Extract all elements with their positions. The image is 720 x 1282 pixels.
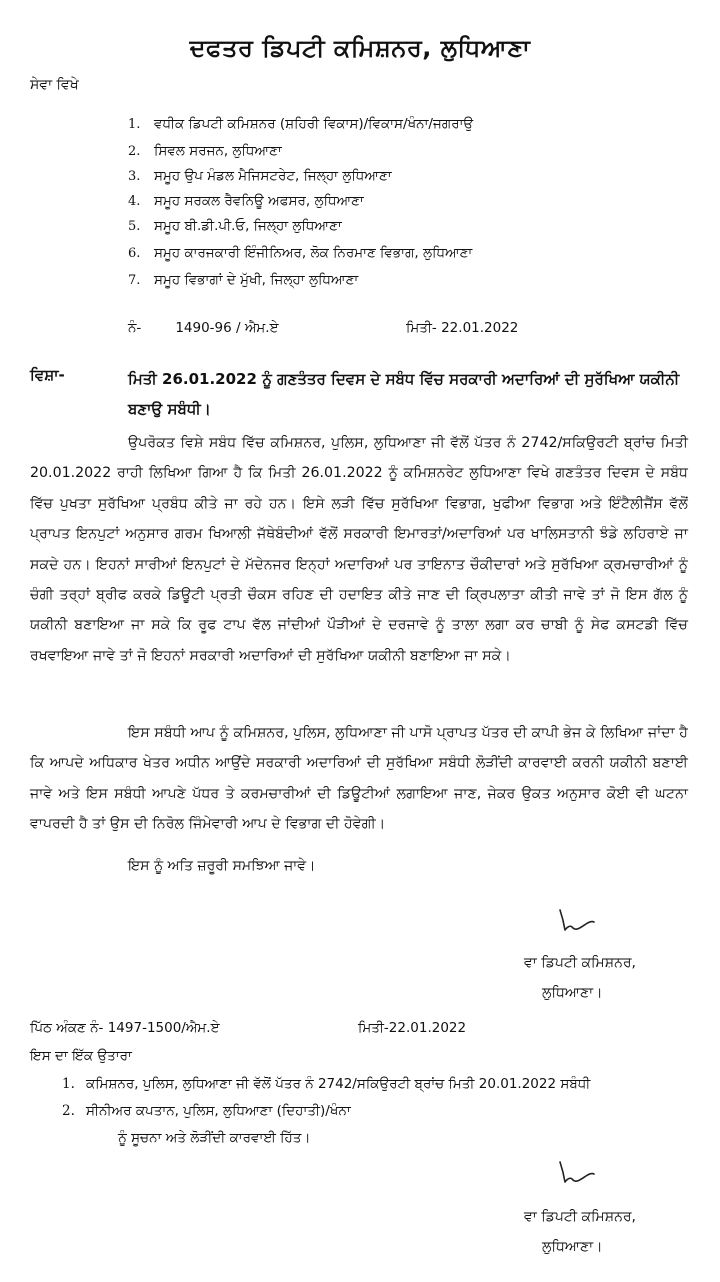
reference-number-label: ਨੰ- [128, 320, 142, 336]
recipient-item: 3. ਸਮੂਹ ਉਪ ਮੰਡਲ ਮੈਜਿਸਟਰੇਟ, ਜਿਲ੍ਹਾ ਲੁਧਿਆਣਾ [128, 168, 392, 184]
endorsement-number: ਪਿੱਠ ਅੰਕਣ ਨੰ- 1497-1500/ਐਮ.ਏ [30, 1020, 220, 1036]
recipient-item: 7. ਸਮੂਹ ਵਿਭਾਗਾਂ ਦੇ ਮੁੱਖੀ, ਜਿਲ੍ਹਾ ਲੁਧਿਆਣਾ [128, 272, 359, 288]
addressee-intro: ਸੇਵਾ ਵਿਖੇ [30, 77, 79, 93]
subject-label: ਵਿਸ਼ਾ- [30, 366, 65, 384]
reference-number-value: 1490-96 / ਐਮ.ਏ [175, 320, 279, 336]
body-paragraph-1: ਉਪਰੋਕਤ ਵਿਸ਼ੇ ਸਬੰਧ ਵਿੱਚ ਕਮਿਸ਼ਨਰ, ਪੁਲਿਸ, ਲੁਧਿਆਣਾ ਜੀ ਵੱਲੋਂ ਪੱਤਰ ਨੰ 2742/ਸਕਿਉਰਟੀ ਬ੍ਰਾਂਚ ਮਿਤੀ 20.01.2022 ਰਾਹੀ ਲਿਖਿਆ ਗਿਆ ਹੈ ਕਿ ਮਿਤੀ 26.01.2022 ਨੂੰ ਕਮਿਸ਼ਨਰੇਟ ਲੁਧਿਆਣਾ ਵਿਖੇ ਗਣਤੰਤਰ ਦਿਵਸ ਦੇ ਸਬੰਧ ਵਿੱਚ ਪੁਖਤਾ ਸੁਰੱਖਿਆ ਪ੍ਰਬੰਧ ਕੀਤੇ ਜਾ ਰਹੇ ਹਨ। ਇਸੇ ਲੜੀ ਵਿੱਚ ਸੁਰੱਖਿਆ ਵਿਭਾਗ, ਖੁਫੀਆ ਵਿਭਾਗ ਅਤੇ ਇੰਟੈਲੀਜੈਂਸ ਵੱਲੋਂ ਪ੍ਰਾਪਤ ਇਨਪੁਟਾਂ ਅਨੁਸਾਰ ਗਰਮ ਖਿਆਲੀ ਜੱਥੇਬੰਦੀਆਂ ਵੱਲੋਂ ਸਰਕਾਰੀ ਇਮਾਰਤਾਂ/ਅਦਾਰਿਆਂ ਪਰ ਖਾਲਿਸਤਾਨੀ ਝੰਡੇ ਲਹਿਰਾਏ ਜਾ ਸਕਦੇ ਹਨ। ਇਹਨਾਂ ਸਾਰੀਆਂ ਇਨਪੁਟਾਂ ਦੇ ਮੱਦੇਨਜਰ ਇਨ੍ਹਾਂ ਅਦਾਰਿਆਂ ਪਰ ਤਾਇਨਾਤ ਚੌਕੀਦਾਰਾਂ ਅਤੇ ਸੁਰੱਖਿਆ ਕ੍ਰਮਚਾਰੀਆਂ ਨੂੰ ਚੰਗੀ ਤਰ੍ਹਾਂ ਬ੍ਰੀਫ ਕਰਕੇ ਡਿਊਟੀ ਪ੍ਰਤੀ ਚੌਕਸ ਰਹਿਣ ਦੀ ਹਦਾਇਤ ਕੀਤੇ ਜਾਣ ਦੀ ਕ੍ਰਿਪਲਾਤਾ ਕੀਤੀ ਜਾਵੇ ਤਾਂ ਜੋ ਇਸ ਗੱਲ ਨੂੰ ਯਕੀਨੀ ਬਣਾਇਆ ਜਾ ਸਕੇ ਕਿ ਰੂਫ ਟਾਪ ਵੱਲ ਜਾਂਦੀਆਂ ਪੌੜੀਆਂ ਦੇ ਦਰਜਾਵੇ ਨੂੰ ਤਾਲਾ ਲਗਾ ਕਰ ਚਾਬੀ ਨੂੰ ਸੇਫ ਕਸਟਡੀ ਵਿੱਚ ਰਖਵਾਇਆ ਜਾਵੇ ਤਾਂ ਜੋ ਇਹਨਾਂ ਸਰਕਾਰੀ ਅਦਾਰਿਆਂ ਦੀ ਸੁਰੱਖਿਆ ਯਕੀਨੀ ਬਣਾਇਆ ਜਾ ਸਕੇ। [30, 435, 688, 664]
recipient-item: 4. ਸਮੂਹ ਸਰਕਲ ਰੈਵਨਿਊ ਅਫਸਰ, ਲੁਧਿਆਣਾ [128, 193, 364, 209]
body-paragraph-2: ਇਸ ਸਬੰਧੀ ਆਪ ਨੂੰ ਕਮਿਸ਼ਨਰ, ਪੁਲਿਸ, ਲੁਧਿਆਣਾ ਜੀ ਪਾਸੋ ਪ੍ਰਾਪਤ ਪੱਤਰ ਦੀ ਕਾਪੀ ਭੇਜ ਕੇ ਲਿਖਿਆ ਜਾਂਦਾ ਹੈ ਕਿ ਆਪਦੇ ਅਧਿਕਾਰ ਖੇਤਰ ਅਧੀਨ ਆਉਂਦੇ ਸਰਕਾਰੀ ਅਦਾਰਿਆਂ ਦੀ ਸੁਰੱਖਿਆ ਸਬੰਧੀ ਲੋੜੀਂਦੀ ਕਾਰਵਾਈ ਕਰਨੀ ਯਕੀਨੀ ਬਣਾਈ ਜਾਵੇ ਅਤੇ ਇਸ ਸਬੰਧੀ ਆਪਣੇ ਪੱਧਰ ਤੇ ਕਰਮਚਾਰੀਆਂ ਦੀ ਡਿਊਟੀਆਂ ਲਗਾਇਆ ਜਾਣ, ਜੇਕਰ ਉਕਤ ਅਨੁਸਾਰ ਕੋਈ ਵੀ ਘਟਨਾ ਵਾਪਰਦੀ ਹੈ ਤਾਂ ਉਸ ਦੀ ਨਿਰੋਲ ਜਿੰਮੇਵਾਰੀ ਆਪ ਦੇ ਵਿਭਾਗ ਦੀ ਹੋਵੇਗੀ। [30, 725, 688, 833]
signatory-location: ਲੁਧਿਆਣਾ। [542, 1239, 603, 1255]
recipient-item: 1. ਵਧੀਕ ਡਿਪਟੀ ਕਮਿਸ਼ਨਰ (ਸ਼ਹਿਰੀ ਵਿਕਾਸ)/ਵਿਕਾਸ/ਖੰਨਾ/ਜਗਰਾਉ [128, 116, 474, 132]
recipient-item: 2. ਸਿਵਲ ਸਰਜਨ, ਲੁਧਿਆਣਾ [128, 143, 282, 159]
copy-forwarded-label: ਇਸ ਦਾ ਇੱਕ ਉਤਾਰਾ [30, 1048, 132, 1064]
subject-text: ਮਿਤੀ 26.01.2022 ਨੂੰ ਗਣਤੰਤਰ ਦਿਵਸ ਦੇ ਸਬੰਧ ਵਿੱਚ ਸਰਕਾਰੀ ਅਦਾਰਿਆਂ ਦੀ ਸੁਰੱਖਿਆ ਯਕੀਨੀ ਬਣਾਉ ਸਬੰਧੀ। [128, 370, 680, 418]
copy-purpose: ਨੂੰ ਸੂਚਨਾ ਅਤੇ ਲੋੜੀਂਦੀ ਕਾਰਵਾਈ ਹਿੱਤ। [118, 1130, 311, 1146]
copy-recipient-item: 2. ਸੀਨੀਅਰ ਕਪਤਾਨ, ਪੁਲਿਸ, ਲੁਧਿਆਣਾ (ਦਿਹਾਤੀ)/ਖੰਨਾ [62, 1103, 351, 1119]
signature-mark [556, 906, 596, 940]
office-title: ਦਫਤਰ ਡਿਪਟੀ ਕਮਿਸ਼ਨਰ, ਲੁਧਿਆਣਾ [189, 34, 531, 62]
reference-date: ਮਿਤੀ- 22.01.2022 [406, 320, 519, 336]
recipient-item: 5. ਸਮੂਹ ਬੀ.ਡੀ.ਪੀ.ਓ, ਜਿਲ੍ਹਾ ਲੁਧਿਆਣਾ [128, 218, 342, 234]
signatory-title: ਵਾ ਡਿਪਟੀ ਕਮਿਸ਼ਨਰ, [524, 955, 636, 971]
endorsement-date: ਮਿਤੀ-22.01.2022 [358, 1020, 467, 1036]
signatory-block [524, 948, 636, 1008]
copy-recipient-item: 1. ਕਮਿਸ਼ਨਰ, ਪੁਲਿਸ, ਲੁਧਿਆਣਾ ਜੀ ਵੱਲੋਂ ਪੱਤਰ ਨੰ 2742/ਸਕਿਉਰਟੀ ਬ੍ਰਾਂਚ ਮਿਤੀ 20.01.2022 ਸਬੰਧੀ [62, 1076, 591, 1092]
signature-mark [556, 1158, 596, 1192]
urgent-note: ਇਸ ਨੂੰ ਅਤਿ ਜ਼ਰੂਰੀ ਸਮਝਿਆ ਜਾਵੇ। [128, 858, 316, 874]
recipient-item: 6. ਸਮੂਹ ਕਾਰਜਕਾਰੀ ਇੰਜੀਨਿਅਰ, ਲੋਕ ਨਿਰਮਾਣ ਵਿਭਾਗ, ਲੁਧਿਆਣਾ [128, 245, 473, 261]
reference-number [128, 320, 279, 336]
signatory-block-endorsement [524, 1202, 636, 1262]
signatory-location: ਲੁਧਿਆਣਾ। [542, 985, 603, 1001]
signatory-title: ਵਾ ਡਿਪਟੀ ਕਮਿਸ਼ਨਰ, [524, 1209, 636, 1225]
